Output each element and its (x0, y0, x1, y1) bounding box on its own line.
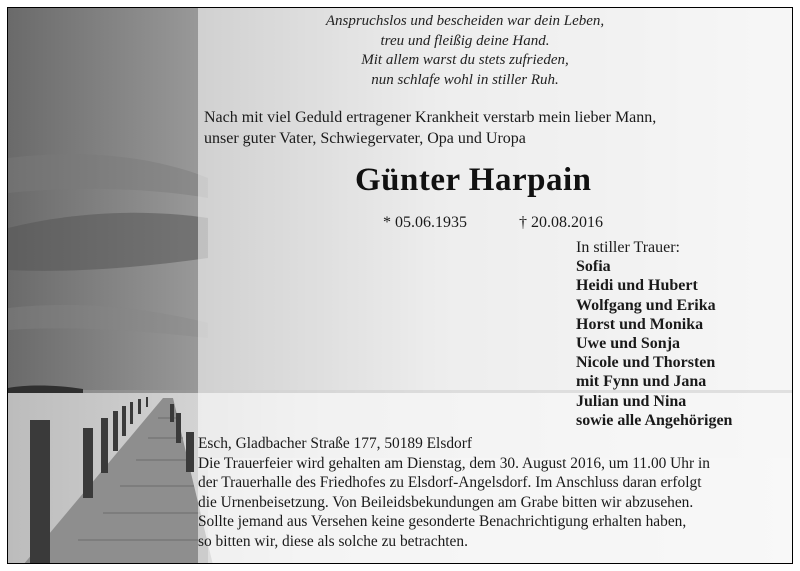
mourners-heading: In stiller Trauer: (576, 239, 680, 256)
verse-block (300, 12, 630, 90)
mourner-name: Heidi und Hubert (576, 277, 698, 295)
details-line: die Urnenbeisetzung. Von Beileidsbekundungen am Grabe bitten wir abzusehen. (198, 493, 694, 511)
verse-line: nun schlafe wohl in stiller Ruh. (371, 71, 559, 88)
intro-line: Nach mit viel Geduld ertragener Krankheit verstarb mein lieber Mann, (204, 109, 657, 126)
verse-line: treu und fleißig deine Hand. (380, 32, 550, 49)
details-line: so bitten wir, diese als solche zu betrachten. (198, 532, 468, 550)
verse-line: Anspruchslos und bescheiden war dein Leben, (325, 13, 605, 29)
mourner-name: Horst und Monika (576, 315, 704, 333)
deceased-name: Günter Harpain (355, 162, 592, 198)
details-line: Die Trauerfeier wird gehalten am Dienstag, dem 30. August 2016, um 11.00 Uhr in (198, 454, 710, 472)
life-dates (383, 214, 603, 232)
mourner-name: Sofia (576, 258, 611, 276)
birth-date: * 05.06.1935 (383, 214, 467, 231)
mourner-name: Uwe und Sonja (576, 335, 681, 353)
details-line: Sollte jemand aus Versehen keine gesonderte Benachrichtigung erhalten haben, (198, 513, 687, 531)
mourner-name: mit Fynn und Jana (576, 373, 707, 391)
mourner-name: Julian und Nina (576, 392, 687, 410)
intro-text (204, 107, 764, 149)
mourners-list (576, 238, 732, 430)
funeral-details (198, 434, 780, 552)
mourner-name: Nicole und Thorsten (576, 354, 716, 372)
death-date: † 20.08.2016 (519, 214, 603, 231)
details-line: der Trauerhalle des Friedhofes zu Elsdorf-Angelsdorf. Im Anschluss daran erfolgt (198, 474, 702, 492)
intro-line: unser guter Vater, Schwiegervater, Opa und Uropa (204, 130, 526, 147)
verse-line: Mit allem warst du stets zufrieden, (361, 52, 569, 68)
mourner-name: Wolfgang und Erika (576, 296, 716, 314)
address-line: Esch, Gladbacher Straße 177, 50189 Elsdorf (198, 435, 472, 452)
mourner-name: sowie alle Angehörigen (576, 411, 733, 429)
